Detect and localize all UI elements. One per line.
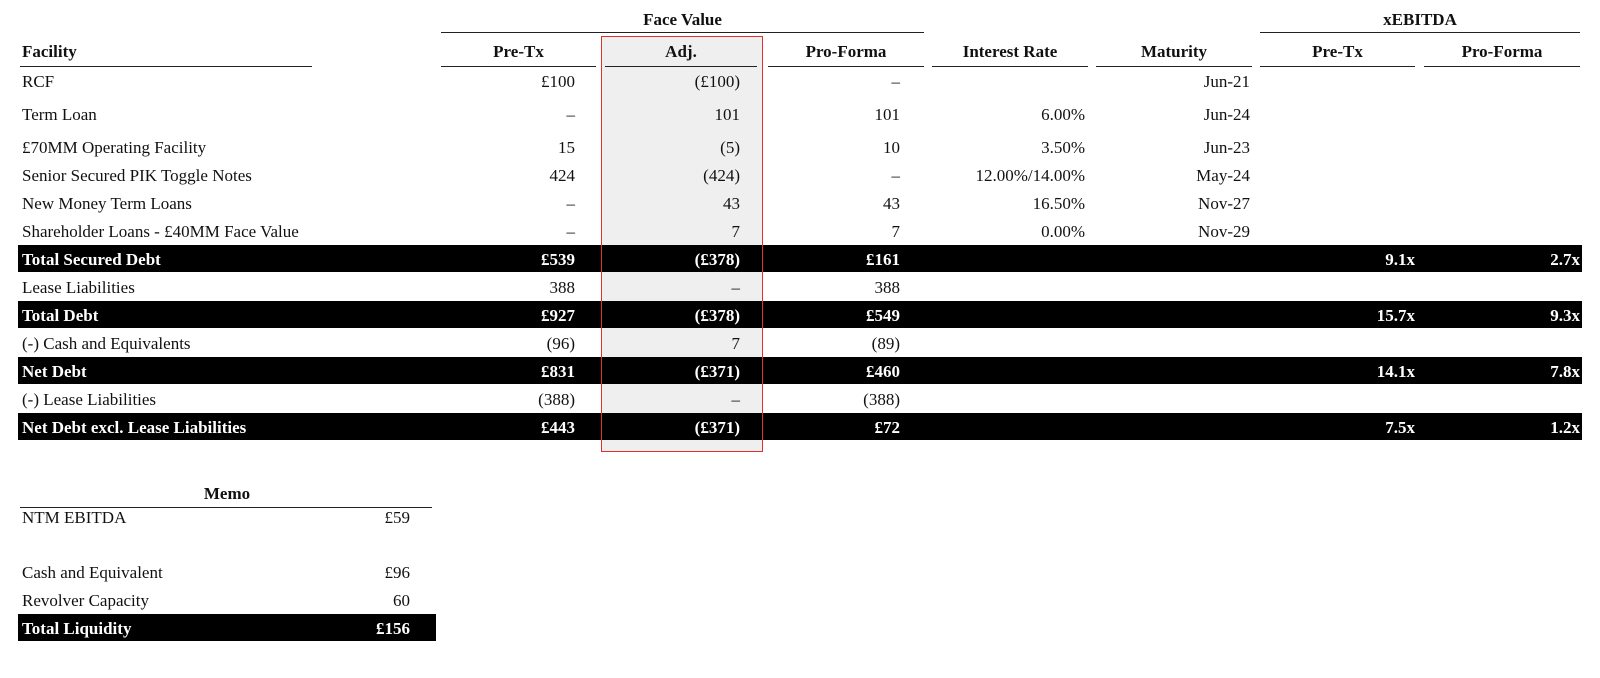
cell-facility: Total Secured Debt (22, 250, 161, 269)
column-header-maturity: Maturity (1140, 42, 1208, 61)
cell-xebitda-pre-tx: 14.1x (1376, 362, 1415, 381)
face-value-group-header: Face Value (643, 10, 722, 29)
cell-adj: 101 (714, 105, 740, 124)
cell-interest-rate: 3.50% (1041, 138, 1085, 157)
cell-adj: – (731, 390, 740, 409)
cell-facility: Term Loan (22, 105, 97, 124)
column-rule-interest-rate (932, 66, 1088, 67)
cell-pre-tx: – (566, 105, 575, 124)
column-header-adj: Adj. (665, 42, 697, 61)
column-rule-pro-forma (768, 66, 924, 67)
cell-adj: (£100) (694, 72, 740, 91)
cell-pre-tx: 15 (558, 138, 575, 157)
cell-adj: (5) (720, 138, 740, 157)
column-rule-xebitda-pro-forma (1424, 66, 1580, 67)
column-rule-pre-tx (441, 66, 596, 67)
cell-maturity: Jun-21 (1203, 72, 1250, 91)
cell-facility: Shareholder Loans - £40MM Face Value (22, 222, 299, 241)
cell-adj: (£378) (694, 306, 740, 325)
cell-facility: Total Debt (22, 306, 99, 325)
cell-pre-tx: (388) (538, 390, 575, 409)
column-header-interest-rate: Interest Rate (962, 42, 1058, 61)
cell-adj: (£378) (694, 250, 740, 269)
cell-adj: – (731, 278, 740, 297)
cell-pro-forma: – (891, 72, 900, 91)
cell-xebitda-pro-forma: 2.7x (1550, 250, 1580, 269)
memo-value: £96 (384, 563, 410, 582)
memo-value: 60 (393, 591, 410, 610)
cell-facility: £70MM Operating Facility (22, 138, 207, 157)
cell-pro-forma: (388) (863, 390, 900, 409)
memo-title: Memo (203, 484, 251, 503)
cell-pre-tx: – (566, 194, 575, 213)
cell-pre-tx: (96) (546, 334, 575, 353)
cell-xebitda-pro-forma: 9.3x (1550, 306, 1580, 325)
column-header-xebitda-pre-tx: Pre-Tx (1312, 42, 1363, 61)
cell-pre-tx: 424 (549, 166, 575, 185)
cell-xebitda-pre-tx: 7.5x (1385, 418, 1415, 437)
cell-facility: Net Debt excl. Lease Liabilities (22, 418, 247, 437)
column-header-facility: Facility (22, 42, 77, 61)
xebitda-group-header: xEBITDA (1383, 10, 1457, 29)
cell-facility: RCF (22, 72, 55, 91)
cell-pro-forma: 7 (891, 222, 900, 241)
cell-pro-forma: 388 (874, 278, 900, 297)
cell-pre-tx: 388 (549, 278, 575, 297)
memo-label: Revolver Capacity (22, 591, 149, 610)
cell-pre-tx: – (566, 222, 575, 241)
cell-pro-forma: £161 (866, 250, 900, 269)
cell-adj: (424) (703, 166, 740, 185)
cell-xebitda-pre-tx: 9.1x (1385, 250, 1415, 269)
memo-value: £59 (384, 508, 410, 527)
cell-adj: 7 (731, 222, 740, 241)
cell-maturity: Jun-24 (1203, 105, 1250, 124)
column-rule-xebitda-pre-tx (1260, 66, 1415, 67)
memo-label: Cash and Equivalent (22, 563, 163, 582)
face-value-group-rule (441, 32, 924, 33)
cell-pro-forma: £460 (866, 362, 900, 381)
cell-facility: Senior Secured PIK Toggle Notes (22, 166, 252, 185)
cell-adj: 7 (731, 334, 740, 353)
column-rule-facility (20, 66, 312, 67)
cell-maturity: Nov-29 (1198, 222, 1250, 241)
cell-pre-tx: £100 (541, 72, 575, 91)
cell-pre-tx: £539 (541, 250, 575, 269)
cell-adj: 43 (723, 194, 740, 213)
cell-facility: New Money Term Loans (22, 194, 192, 213)
xebitda-group-rule (1260, 32, 1580, 33)
cell-maturity: May-24 (1196, 166, 1250, 185)
cell-facility: Lease Liabilities (22, 278, 135, 297)
memo-label: NTM EBITDA (22, 508, 127, 527)
cell-pro-forma: £549 (866, 306, 900, 325)
cell-pre-tx: £927 (541, 306, 575, 325)
memo-value: £156 (376, 619, 410, 638)
cell-maturity: Jun-23 (1203, 138, 1250, 157)
cell-xebitda-pre-tx: 15.7x (1376, 306, 1415, 325)
cell-pro-forma: (89) (871, 334, 900, 353)
cell-pro-forma: 10 (883, 138, 900, 157)
memo-label: Total Liquidity (22, 619, 132, 638)
cell-pro-forma: £72 (874, 418, 900, 437)
cell-interest-rate: 12.00%/14.00% (975, 166, 1085, 185)
cell-pro-forma: 43 (883, 194, 900, 213)
column-header-xebitda-pro-forma: Pro-Forma (1461, 42, 1543, 61)
cell-pro-forma: – (891, 166, 900, 185)
cell-maturity: Nov-27 (1198, 194, 1250, 213)
cell-pre-tx: £443 (541, 418, 575, 437)
column-header-pro-forma: Pro-Forma (805, 42, 887, 61)
adj-column-outline (601, 36, 763, 452)
column-header-pre-tx: Pre-Tx (493, 42, 544, 61)
cell-xebitda-pro-forma: 1.2x (1550, 418, 1580, 437)
cell-pre-tx: £831 (541, 362, 575, 381)
cell-facility: (-) Cash and Equivalents (22, 334, 191, 353)
cell-adj: (£371) (694, 362, 740, 381)
cell-adj: (£371) (694, 418, 740, 437)
cell-interest-rate: 0.00% (1041, 222, 1085, 241)
column-rule-maturity (1096, 66, 1252, 67)
cell-xebitda-pro-forma: 7.8x (1550, 362, 1580, 381)
cell-interest-rate: 6.00% (1041, 105, 1085, 124)
cell-pro-forma: 101 (874, 105, 900, 124)
cell-interest-rate: 16.50% (1032, 194, 1085, 213)
cell-facility: Net Debt (22, 362, 87, 381)
cell-facility: (-) Lease Liabilities (22, 390, 157, 409)
